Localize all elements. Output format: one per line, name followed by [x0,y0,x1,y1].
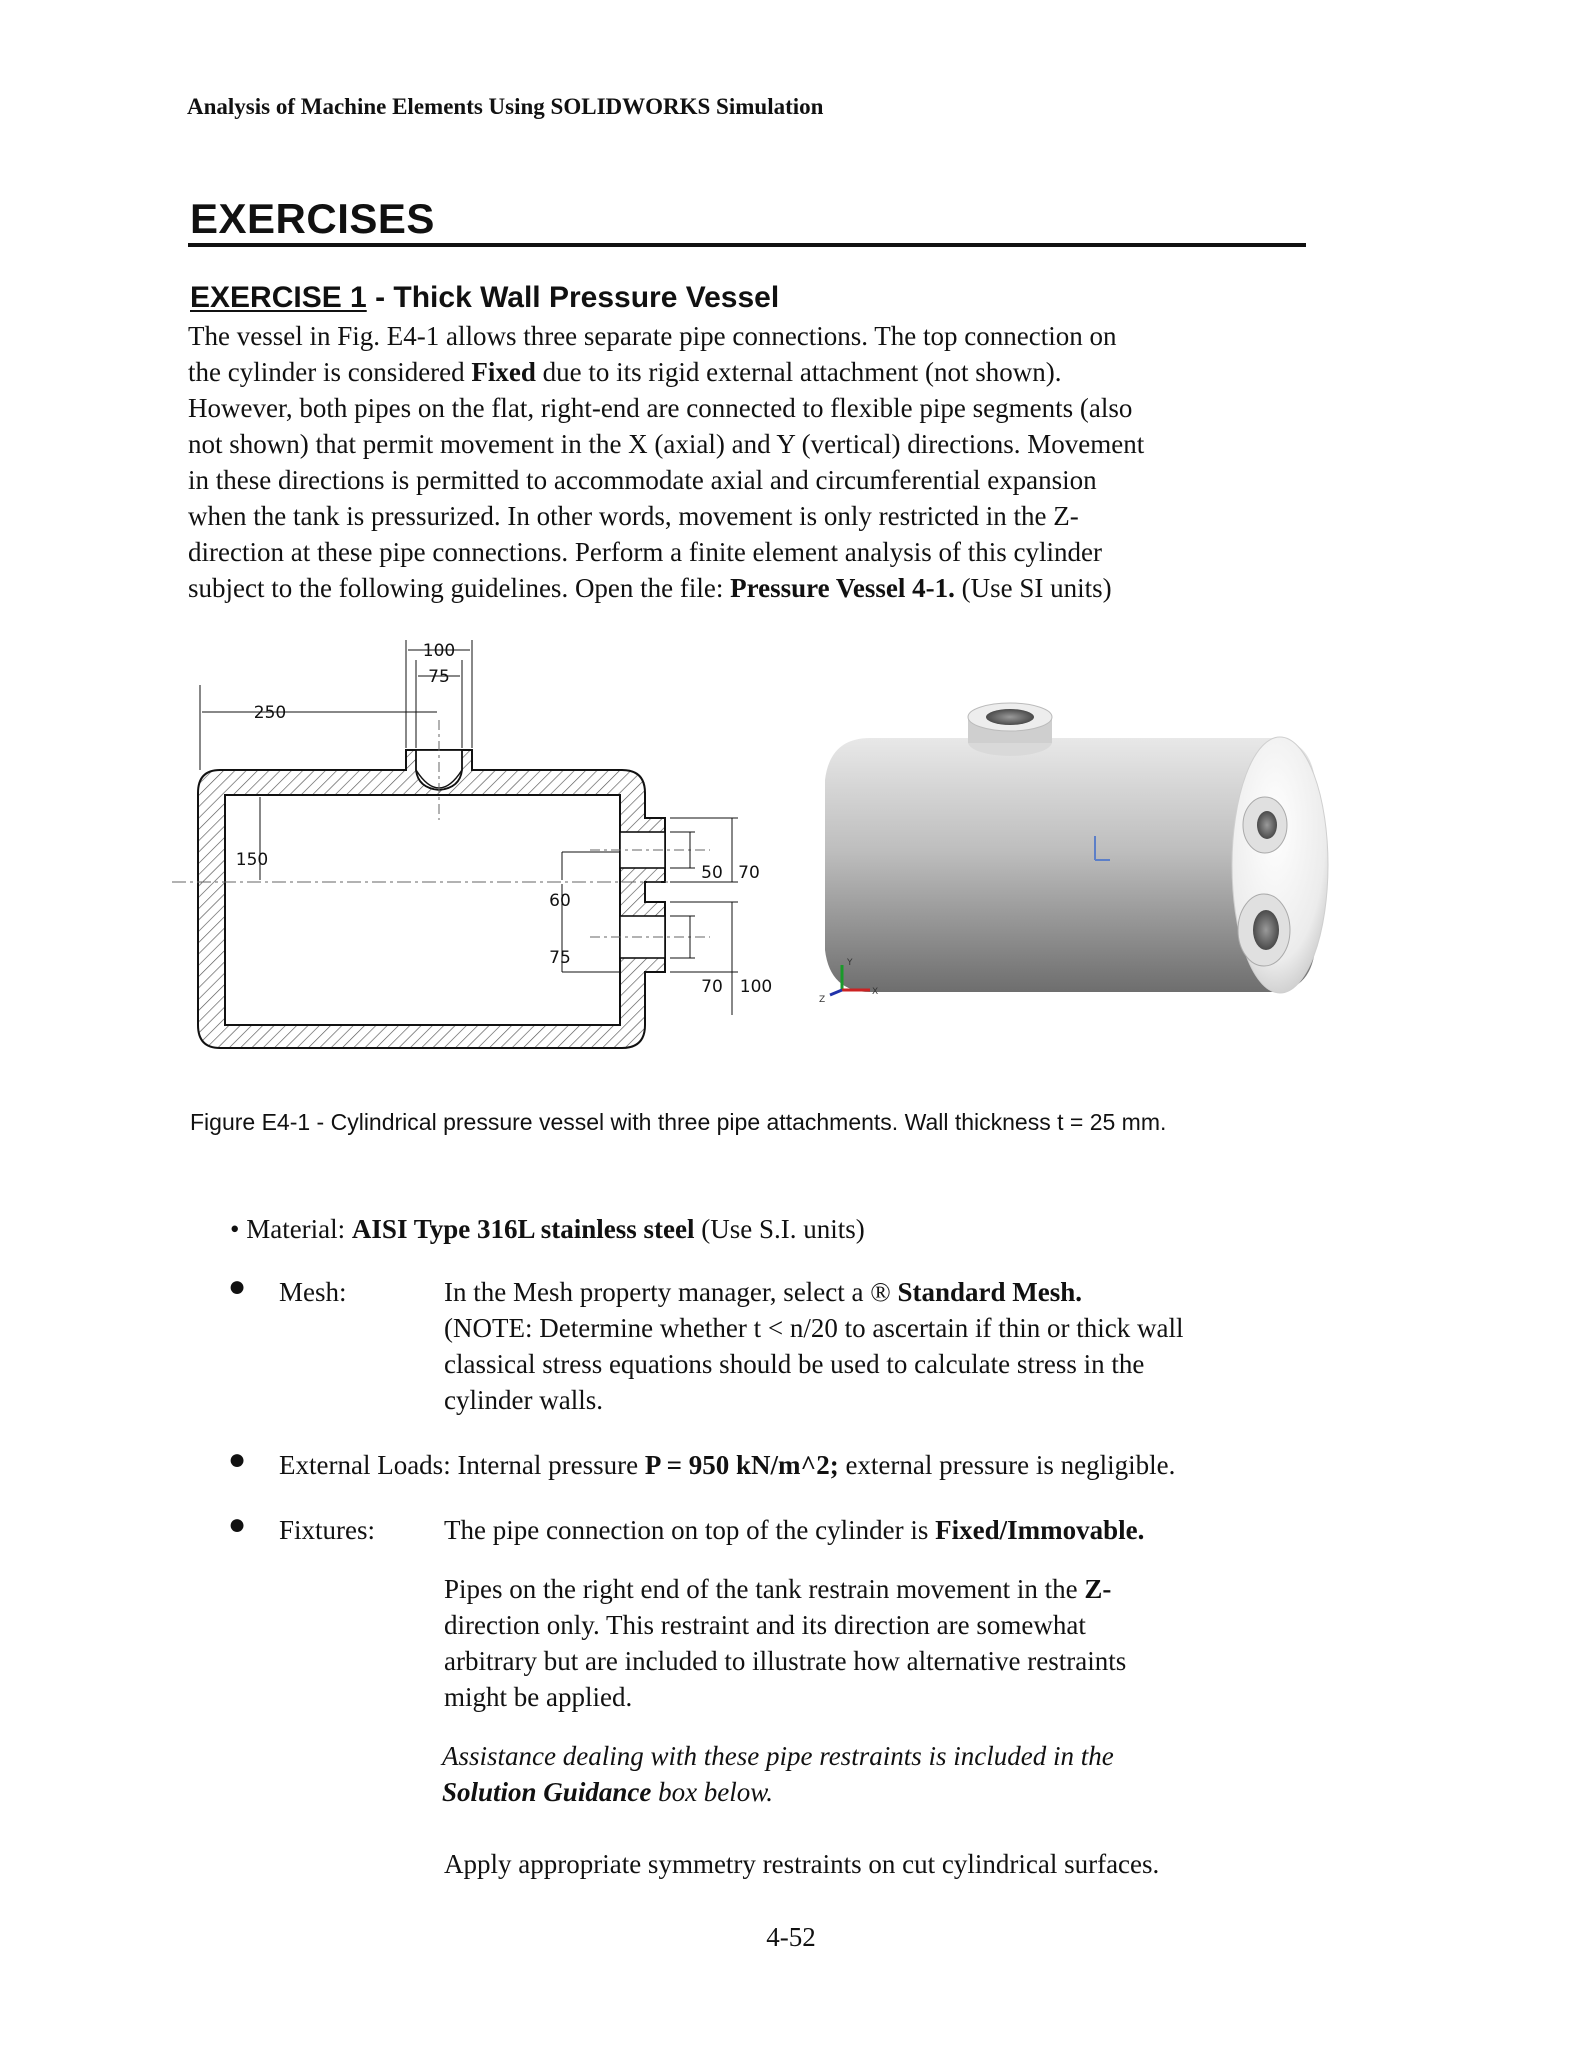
dim-75-lower: 75 [549,948,571,968]
dim-150: 150 [235,850,269,870]
axis-x-label: X [872,987,879,997]
intro-line: not shown) that permit movement in the X (axial) and Y (vertical) directions. Movement [188,429,1145,459]
axis-z-label: Z [819,995,826,1005]
loads-item: External Loads: Internal pressure P = 950 kN/m^2; external pressure is negligible. [279,1450,1176,1480]
bullet: ● [228,1270,247,1303]
dim-100: 100 [422,641,456,661]
exercise-label: EXERCISE 1 [190,281,367,314]
bullet: • [230,1214,240,1244]
dim-60: 60 [549,891,571,911]
exercise-title [190,281,779,315]
fixtures-line-1: The pipe connection on top of the cylinder is Fixed/Immovable. [444,1515,1145,1545]
intro-line: The vessel in Fig. E4-1 allows three separate pipe connections. The top connection on [188,321,1117,351]
intro-line: in these directions is permitted to accommodate axial and circumferential expansion [188,465,1097,495]
fixtures-label: Fixtures: [279,1515,376,1545]
intro-line: the cylinder is considered Fixed due to its rigid external attachment (not shown). [188,357,1062,387]
page-number: 4-52 [766,1922,816,1952]
section-title: EXERCISES [190,195,435,242]
dim-70: 70 [738,863,760,883]
dim-50: 50 [701,863,723,883]
intro-line: However, both pipes on the flat, right-end are connected to flexible pipe segments (also [188,393,1133,423]
material-item: • Material: AISI Type 316L stainless steel (Use S.I. units) [230,1214,865,1244]
fixtures-paragraph-2: Pipes on the right end of the tank restrain movement in the Z- direction only. This restraint and its direction are somewhat arbitrary but are included to illustrate how alternative restraints might be applied. [444,1574,1127,1712]
mesh-label: Mesh: [279,1277,347,1307]
dim-100-lower: 100 [739,977,773,997]
intro-paragraph [188,318,1248,606]
bullet: ● [228,1508,247,1541]
section-drawing [172,640,772,1090]
fixtures-paragraph-4: Apply appropriate symmetry restraints on cut cylindrical surfaces. [444,1849,1160,1879]
figure-caption: Figure E4-1 - Cylindrical pressure vessel with three pipe attachments. Wall thickness t = 25 mm. [190,1109,1167,1135]
bullet: ● [228,1443,247,1476]
dim-75: 75 [428,667,450,687]
dim-250: 250 [253,703,287,723]
section-rule [188,243,1306,247]
intro-line: direction at these pipe connections. Perform a finite element analysis of this cylinder [188,537,1102,567]
exercise-title-text: - Thick Wall Pressure Vessel [366,281,780,314]
figure-e4-1 [170,620,1330,1090]
axis-y-label: Y [847,958,853,968]
dim-70-lower: 70 [701,977,723,997]
intro-line: subject to the following guidelines. Open the file: Pressure Vessel 4-1. (Use SI units) [188,573,1112,603]
intro-line: when the tank is pressurized. In other words, movement is only restricted in the Z- [188,501,1079,531]
running-header: Analysis of Machine Elements Using SOLIDWORKS Simulation [187,94,824,119]
vessel-3d-render [819,703,1328,1005]
fixtures-paragraph-3: Assistance dealing with these pipe restraints is included in the Solution Guidance box below. [442,1741,1114,1807]
mesh-text: In the Mesh property manager, select a ® Standard Mesh. (NOTE: Determine whether t < n/20 to ascertain if thin or thick wall classical stress equations should be used to calculate stress in the cylinder walls. [444,1277,1184,1415]
